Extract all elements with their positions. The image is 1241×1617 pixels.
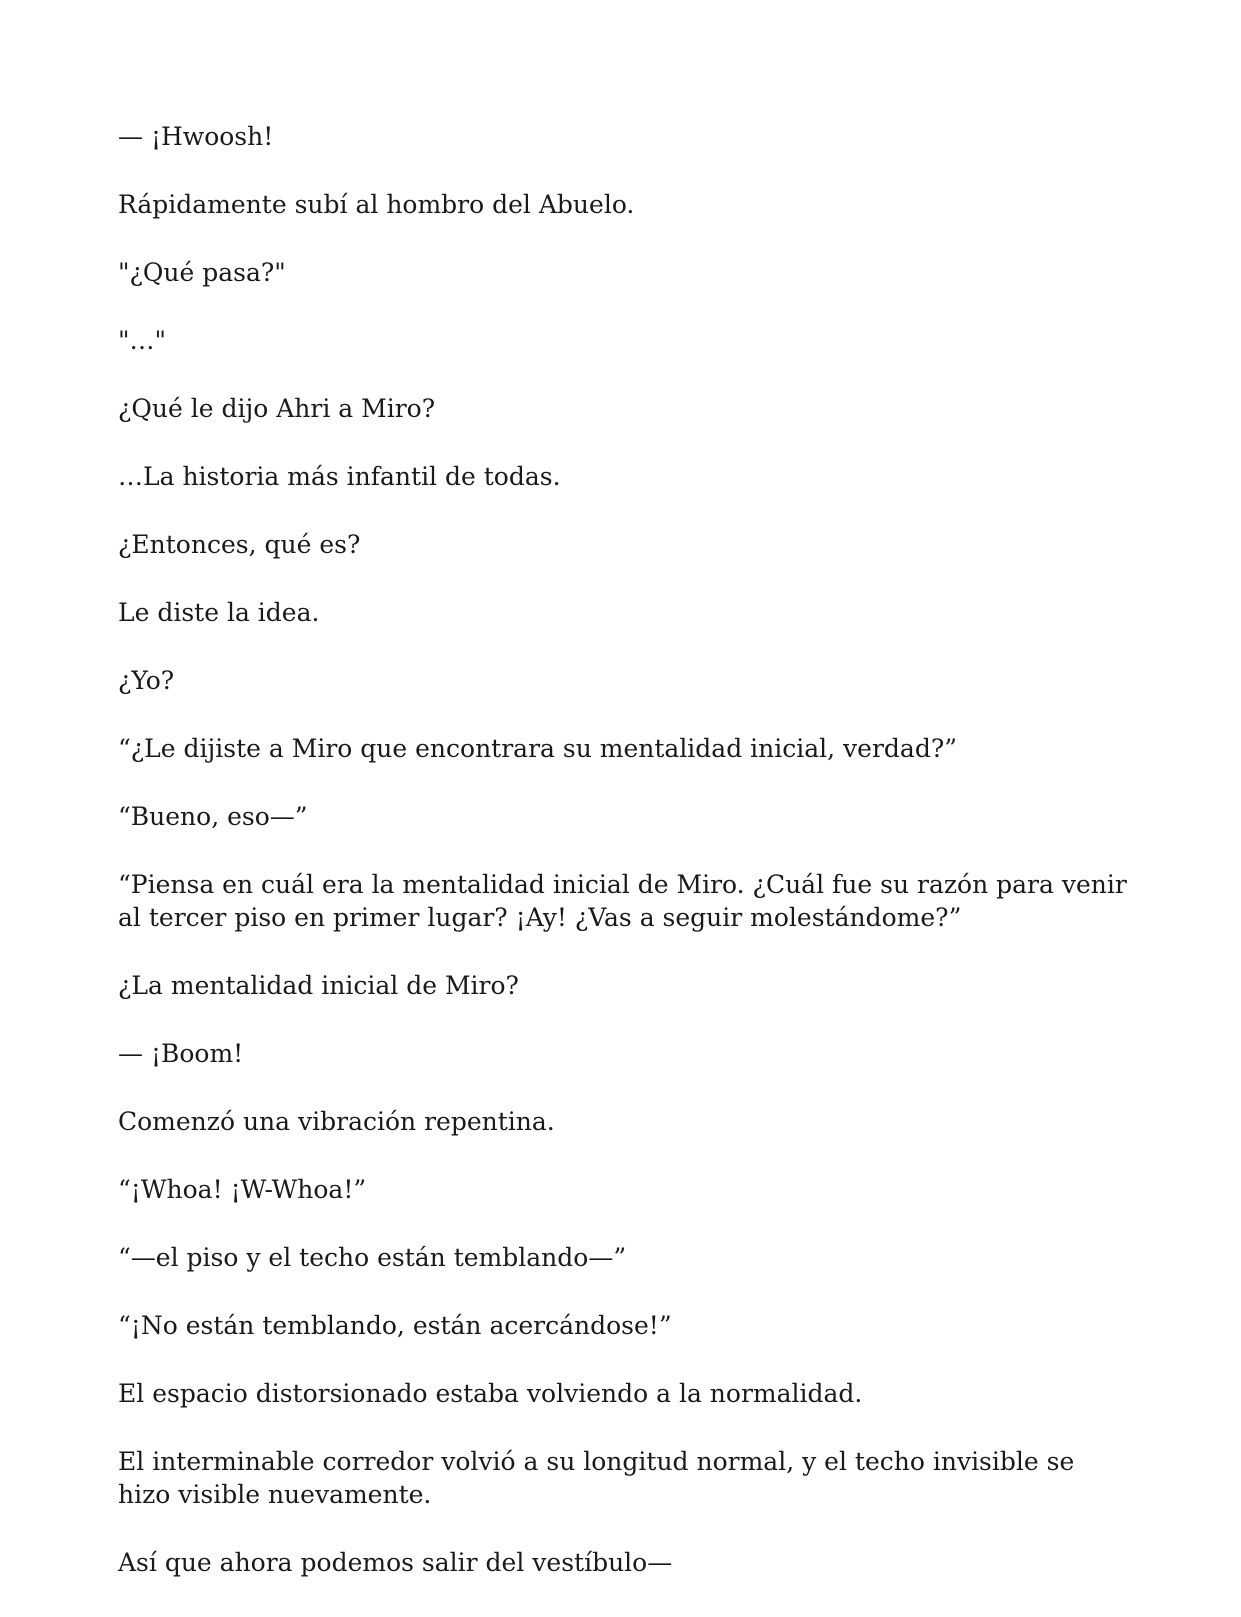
paragraph: “¡Whoa! ¡W-Whoa!” (118, 1175, 367, 1204)
paragraph: ¿Qué le dijo Ahri a Miro? (118, 394, 436, 423)
paragraph: — ¡Hwoosh! (118, 122, 274, 151)
paragraph: …La historia más infantil de todas. (118, 462, 561, 491)
paragraph: "¿Qué pasa?" (118, 258, 286, 287)
paragraph: “—el piso y el techo están temblando—” (118, 1243, 627, 1272)
paragraph: “¿Le dijiste a Miro que encontrara su mentalidad inicial, verdad?” (118, 734, 958, 763)
paragraph: — ¡Boom! (118, 1039, 244, 1068)
paragraph: Rápidamente subí al hombro del Abuelo. (118, 190, 635, 219)
paragraph: "…" (118, 326, 166, 355)
paragraph: Así que ahora podemos salir del vestíbulo— (118, 1548, 673, 1577)
paragraph: El interminable corredor volvió a su longitud normal, y el techo invisible se hizo visible nuevamente. (118, 1447, 1075, 1509)
paragraph: ¿Yo? (118, 666, 175, 695)
paragraph: “Bueno, eso—” (118, 802, 308, 831)
paragraph: “Piensa en cuál era la mentalidad inicial de Miro. ¿Cuál fue su razón para venir al tercer piso en primer lugar? ¡Ay! ¿Vas a seguir molestándome?” (118, 870, 1127, 932)
paragraph: ¿La mentalidad inicial de Miro? (118, 971, 519, 1000)
paragraph: El espacio distorsionado estaba volviendo a la normalidad. (118, 1379, 863, 1408)
paragraph: Comenzó una vibración repentina. (118, 1107, 555, 1136)
paragraph: “¡No están temblando, están acercándose!” (118, 1311, 672, 1340)
paragraph: Le diste la idea. (118, 598, 320, 627)
document-body (118, 120, 1128, 1614)
paragraph: ¿Entonces, qué es? (118, 530, 361, 559)
